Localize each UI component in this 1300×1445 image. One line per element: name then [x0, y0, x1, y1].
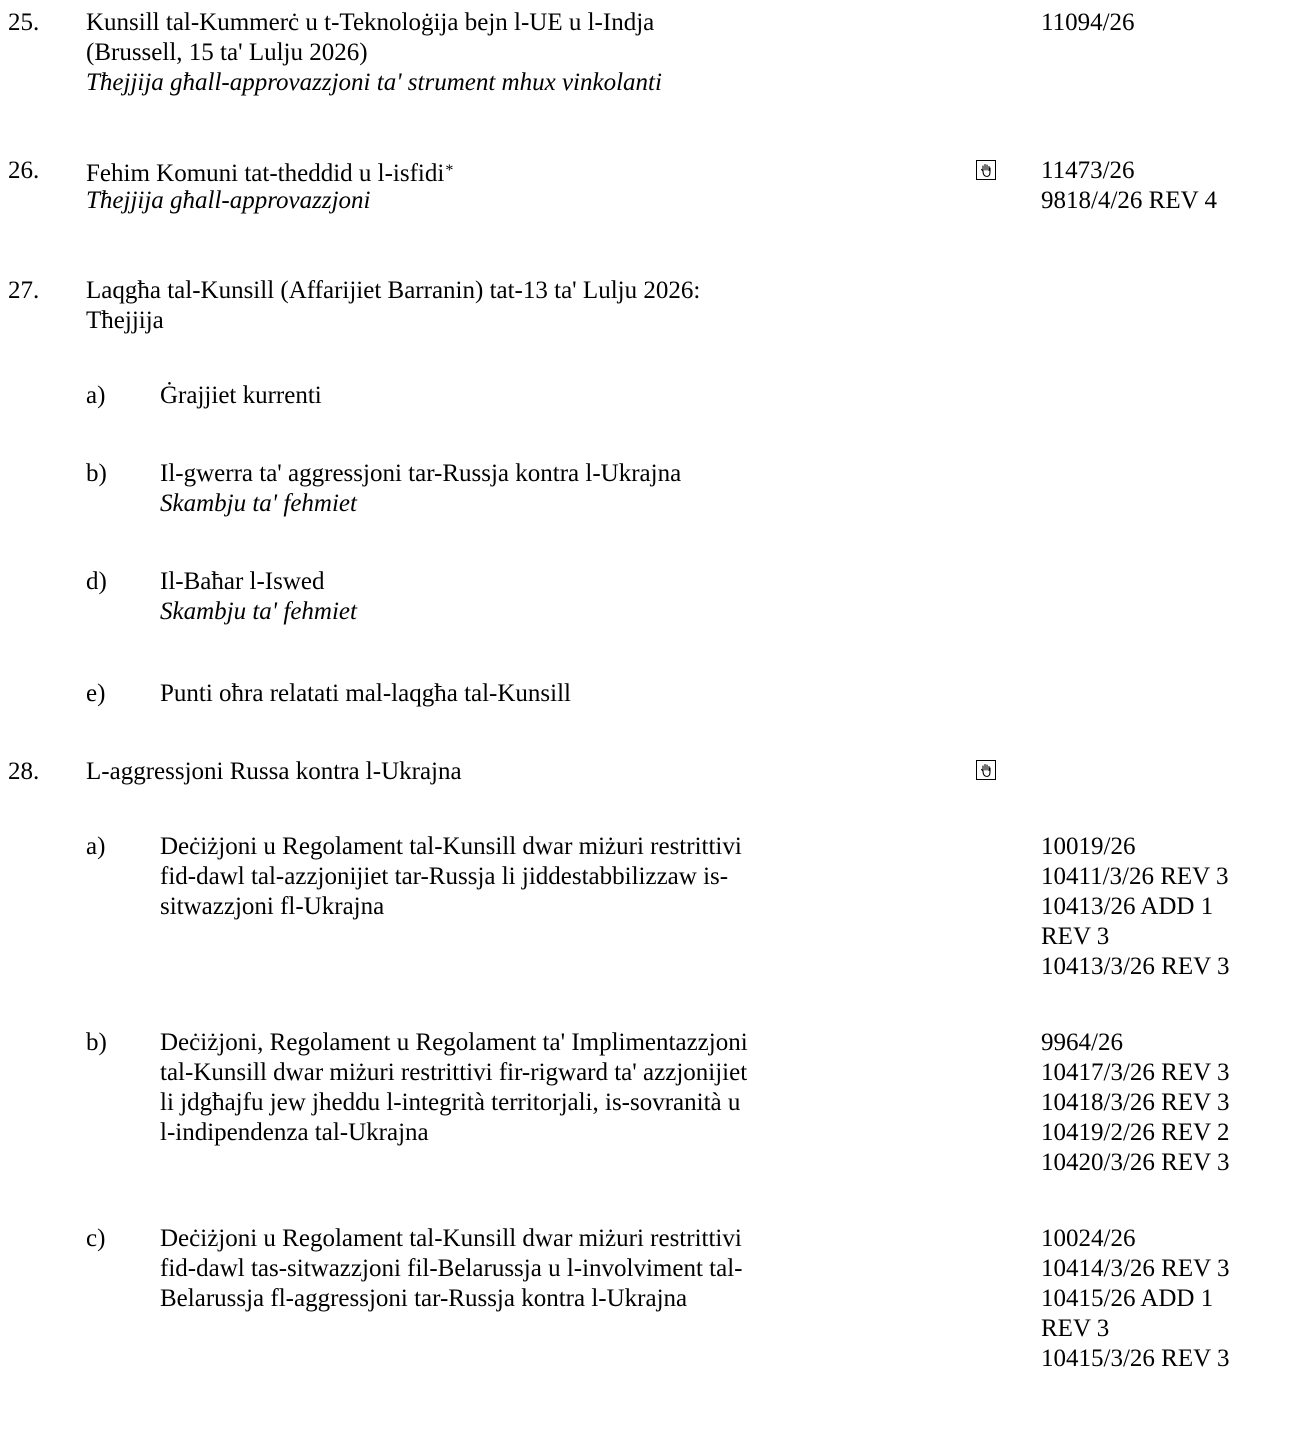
item-number: 26.	[8, 157, 40, 184]
document-reference: 10024/26	[1041, 1225, 1136, 1252]
item-title-line: L-aggressjoni Russa kontra l-Ukrajna	[86, 758, 462, 785]
document-reference: 10420/3/26 REV 3	[1041, 1149, 1230, 1176]
subitem-title: Il-gwerra ta' aggressjoni tar-Russja kontra l-Ukrajna	[160, 460, 682, 487]
subitem-text-line: Deċiżjoni u Regolament tal-Kunsill dwar miżuri restrittivi	[160, 833, 742, 860]
document-reference: 10417/3/26 REV 3	[1041, 1059, 1230, 1086]
subitem-letter: b)	[86, 1029, 107, 1056]
subitem-title: Punti oħra relatati mal-laqgħa tal-Kunsill	[160, 680, 571, 707]
item-number: 28.	[8, 758, 40, 785]
subitem-letter: d)	[86, 568, 107, 595]
subitem-text-line: Belarussja fl-aggressjoni tar-Russja kontra l-Ukrajna	[160, 1285, 688, 1312]
document-reference: 9964/26	[1041, 1029, 1123, 1056]
subitem-text-line: li jdgħajfu jew jheddu l-integrità territorjali, is-sovranità u	[160, 1089, 741, 1116]
subitem-note: Skambju ta' fehmiet	[160, 598, 357, 625]
subitem-text-line: tal-Kunsill dwar miżuri restrittivi fir-rigward ta' azzjonijiet	[160, 1059, 748, 1086]
subitem-text-line: l-indipendenza tal-Ukrajna	[160, 1119, 429, 1146]
subitem-letter: a)	[86, 382, 106, 409]
item-number: 27.	[8, 277, 40, 304]
item-note: Tħejjija għall-approvazzjoni	[86, 187, 371, 214]
item-title-line: Tħejjija	[86, 307, 164, 334]
document-reference: 10415/3/26 REV 3	[1041, 1345, 1230, 1372]
subitem-letter: b)	[86, 460, 107, 487]
subitem-letter: a)	[86, 833, 106, 860]
item-title-line: Fehim Komuni tat-theddid u l-isfidi*	[86, 160, 454, 187]
subitem-text-line: Deċiżjoni u Regolament tal-Kunsill dwar miżuri restrittivi	[160, 1225, 742, 1252]
subitem-title: Il-Baħar l-Iswed	[160, 568, 325, 595]
item-title-line: Kunsill tal-Kummerċ u t-Teknoloġija bejn l-UE u l-Indja	[86, 9, 655, 36]
subitem-text-line: fid-dawl tal-azzjonijiet tar-Russja li jiddestabbilizzaw is-	[160, 863, 729, 890]
document-reference: 11473/26	[1041, 157, 1135, 184]
subitem-letter: c)	[86, 1225, 106, 1252]
document-reference: 10019/26	[1041, 833, 1136, 860]
subitem-title: Ġrajjiet kurrenti	[160, 382, 322, 409]
asterisk-marker: *	[445, 162, 454, 179]
document-reference: 10411/3/26 REV 3	[1041, 863, 1229, 890]
raised-hand-icon	[976, 760, 996, 780]
item-title-line: (Brussell, 15 ta' Lulju 2026)	[86, 39, 368, 66]
subitem-letter: e)	[86, 680, 106, 707]
subitem-text-line: sitwazzjoni fl-Ukrajna	[160, 893, 385, 920]
document-reference: 9818/4/26 REV 4	[1041, 187, 1217, 214]
document-reference: REV 3	[1041, 923, 1110, 950]
document-reference: 10415/26 ADD 1	[1041, 1285, 1214, 1312]
subitem-note: Skambju ta' fehmiet	[160, 490, 357, 517]
item-number: 25.	[8, 9, 40, 36]
document-reference: 10413/3/26 REV 3	[1041, 953, 1230, 980]
document-reference: 10413/26 ADD 1	[1041, 893, 1214, 920]
item-note: Tħejjija għall-approvazzjoni ta' strument mhux vinkolanti	[86, 69, 662, 96]
document-reference: 10419/2/26 REV 2	[1041, 1119, 1230, 1146]
document-reference: 10418/3/26 REV 3	[1041, 1089, 1230, 1116]
raised-hand-icon	[976, 160, 996, 180]
document-reference: 10414/3/26 REV 3	[1041, 1255, 1230, 1282]
subitem-text-line: fid-dawl tas-sitwazzjoni fil-Belarussja u l-involviment tal-	[160, 1255, 743, 1282]
document-reference: 11094/26	[1041, 9, 1135, 36]
subitem-text-line: Deċiżjoni, Regolament u Regolament ta' Implimentazzjoni	[160, 1029, 748, 1056]
document-reference: REV 3	[1041, 1315, 1110, 1342]
item-title-line: Laqgħa tal-Kunsill (Affarijiet Barranin) tat-13 ta' Lulju 2026:	[86, 277, 701, 304]
